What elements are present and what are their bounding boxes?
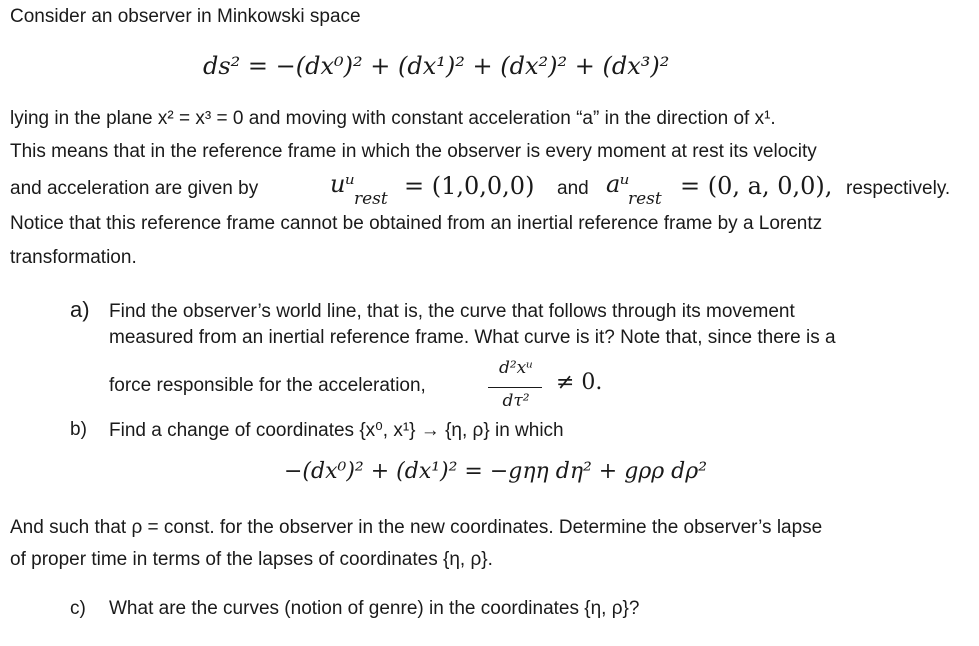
item-a-line-1: Find the observer’s world line, that is, the curve that follows through its movement: [109, 301, 795, 322]
paragraph-line-1: lying in the plane x² = x³ = 0 and moving with constant acceleration “a” in the direction of x¹.: [10, 108, 776, 129]
item-b-text: Find a change of coordinates {x⁰, x¹} → {η, ρ} in which: [109, 420, 564, 441]
item-c-label: c): [70, 598, 86, 619]
paragraph-and: and: [557, 178, 589, 199]
intro-line: Consider an observer in Minkowski space: [10, 6, 361, 27]
velocity-value: = (1,0,0,0): [404, 172, 535, 200]
paragraph-line-4: Notice that this reference frame cannot be obtained from an inertial reference frame by a Lorentz: [10, 213, 823, 234]
acceleration-subscript: rest: [628, 189, 662, 209]
paragraph-line-5: transformation.: [10, 247, 137, 268]
paragraph-respectively: respectively.: [846, 178, 951, 199]
velocity-symbol: uᵘ: [330, 170, 356, 198]
paragraph-line-3a: and acceleration are given by: [10, 178, 259, 199]
item-a-label: a): [70, 297, 90, 322]
metric-equation: ds² = −(dx⁰)² + (dx¹)² + (dx²)² + (dx³)²: [203, 52, 670, 80]
fraction-bar: [488, 387, 542, 388]
item-a-line-2: measured from an inertial reference frame. What curve is it? Note that, since there is a: [109, 327, 836, 348]
paragraph-line-2: This means that in the reference frame in which the observer is every moment at rest its velocity: [10, 141, 817, 162]
velocity-subscript: rest: [354, 189, 388, 209]
not-equal-zero: ≠ 0.: [556, 370, 603, 395]
acceleration-symbol: aᵘ: [606, 170, 630, 198]
after-b-line-1: And such that ρ = const. for the observer in the new coordinates. Determine the observer’s lapse: [10, 517, 823, 538]
coordinate-equation: −(dx⁰)² + (dx¹)² = −gηη dη² + gρρ dρ²: [284, 459, 708, 484]
after-b-line-2: of proper time in terms of the lapses of coordinates {η, ρ}.: [10, 549, 493, 570]
acceleration-value: = (0, a, 0,0),: [680, 172, 833, 200]
item-b-label: b): [70, 419, 87, 440]
item-a-line-3: force responsible for the acceleration,: [109, 375, 426, 396]
fraction-denominator: dτ²: [502, 391, 530, 411]
fraction-numerator: d²xᵘ: [498, 358, 534, 378]
item-c-text: What are the curves (notion of genre) in the coordinates {η, ρ}?: [109, 598, 640, 619]
